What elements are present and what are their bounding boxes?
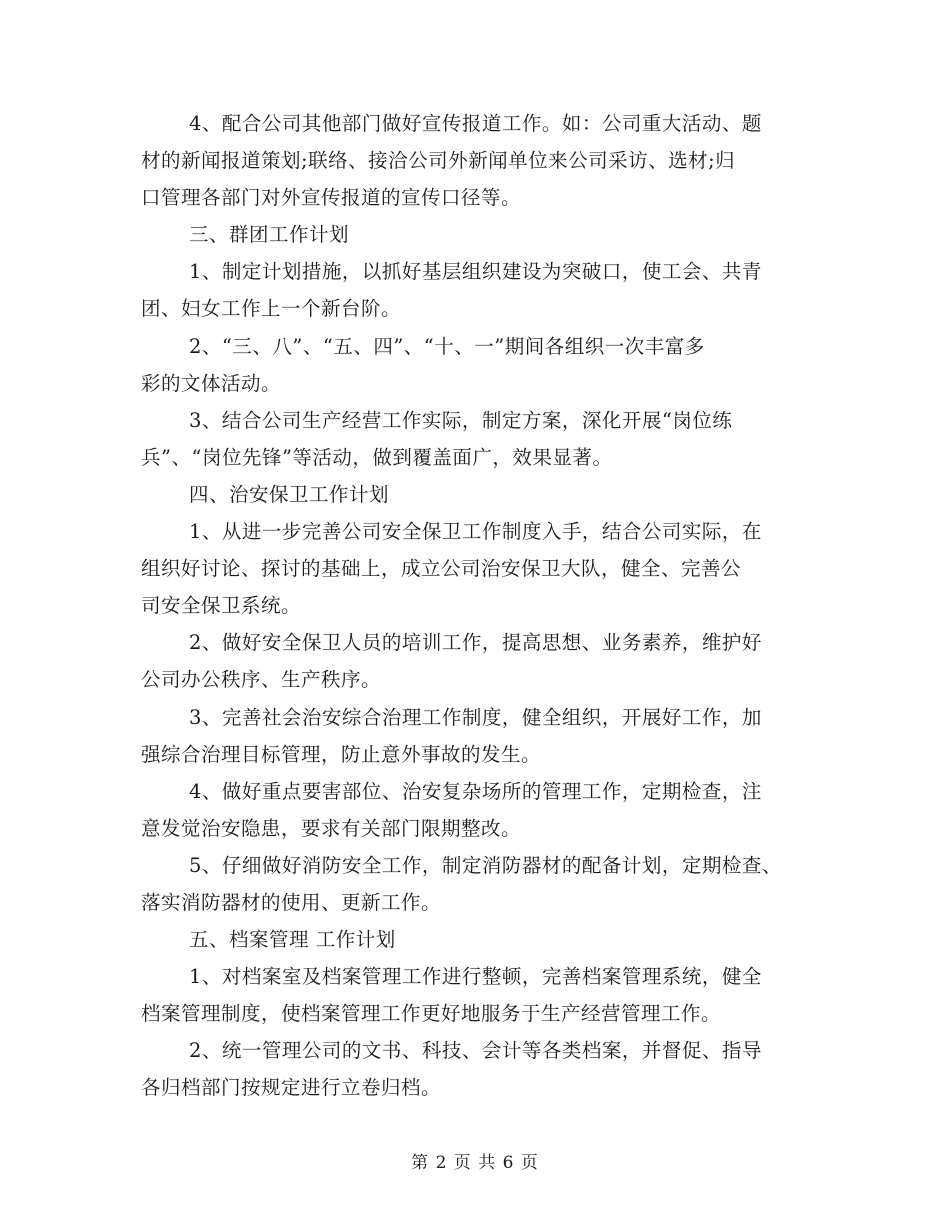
text-line: 三、群团工作计划 [189,223,350,247]
text-line: 3、完善社会治安综合治理工作制度，健全组织，开展好工作，加 [189,705,762,729]
text-line: 意发觉治安隐患，要求有关部门限期整改。 [141,816,522,840]
text-line: 材的新闻报道策划;联络、接洽公司外新闻单位来公司采访、选材;归 [141,149,736,173]
text-line: 组织好讨论、探讨的基础上，成立公司治安保卫大队，健全、完善公 [141,557,742,581]
text-line: 2、“三、八”、“五、四”、“十、一”期间各组织一次丰富多 [189,334,705,358]
text-line: 公司办公秩序、生产秩序。 [141,668,382,692]
text-line: 司安全保卫系统。 [141,594,302,618]
text-line: 4、配合公司其他部门做好宣传报道工作。如：公司重大活动、题 [189,112,762,135]
text-line: 四、治安保卫工作计划 [189,482,390,506]
text-line: 五、档案管理 工作计划 [189,928,396,952]
text-line: 兵”、“岗位先锋”等活动，做到覆盖面广，效果显著。 [141,445,613,469]
text-line: 1、从进一步完善公司安全保卫工作制度入手，结合公司实际，在 [189,520,762,544]
text-line: 2、做好安全保卫人员的培训工作，提高思想、业务素养，维护好 [189,631,762,655]
text-line: 落实消防器材的使用、更新工作。 [141,890,442,914]
document-body [141,105,825,1107]
text-line: 3、结合公司生产经营工作实际，制定方案，深化开展“岗位练 [189,408,733,432]
text-line: 各归档部门按规定进行立卷归档。 [141,1076,442,1100]
page-footer: 第 2 页 共 6 页 [411,1153,539,1173]
text-line: 档案管理制度，使档案管理工作更好地服务于生产经营管理工作。 [141,1002,722,1026]
text-line: 4、做好重点要害部位、治安复杂场所的管理工作，定期检查，注 [189,779,762,803]
text-line: 1、制定计划措施，以抓好基层组织建设为突破口，使工会、共青 [189,260,762,284]
text-line: 强综合治理目标管理，防止意外事故的发生。 [141,742,542,766]
text-line: 1、对档案室及档案管理工作进行整顿，完善档案管理系统，健全 [189,965,762,989]
text-line: 彩的文体活动。 [141,371,282,395]
text-line: 团、妇女工作上一个新台阶。 [141,297,402,321]
text-line: 口管理各部门对外宣传报道的宣传口径等。 [141,186,522,210]
text-line: 5、仔细做好消防安全工作，制定消防器材的配备计划，定期检查、 [189,853,782,877]
text-line: 2、统一管理公司的文书、科技、会计等各类档案，并督促、指导 [189,1039,762,1063]
